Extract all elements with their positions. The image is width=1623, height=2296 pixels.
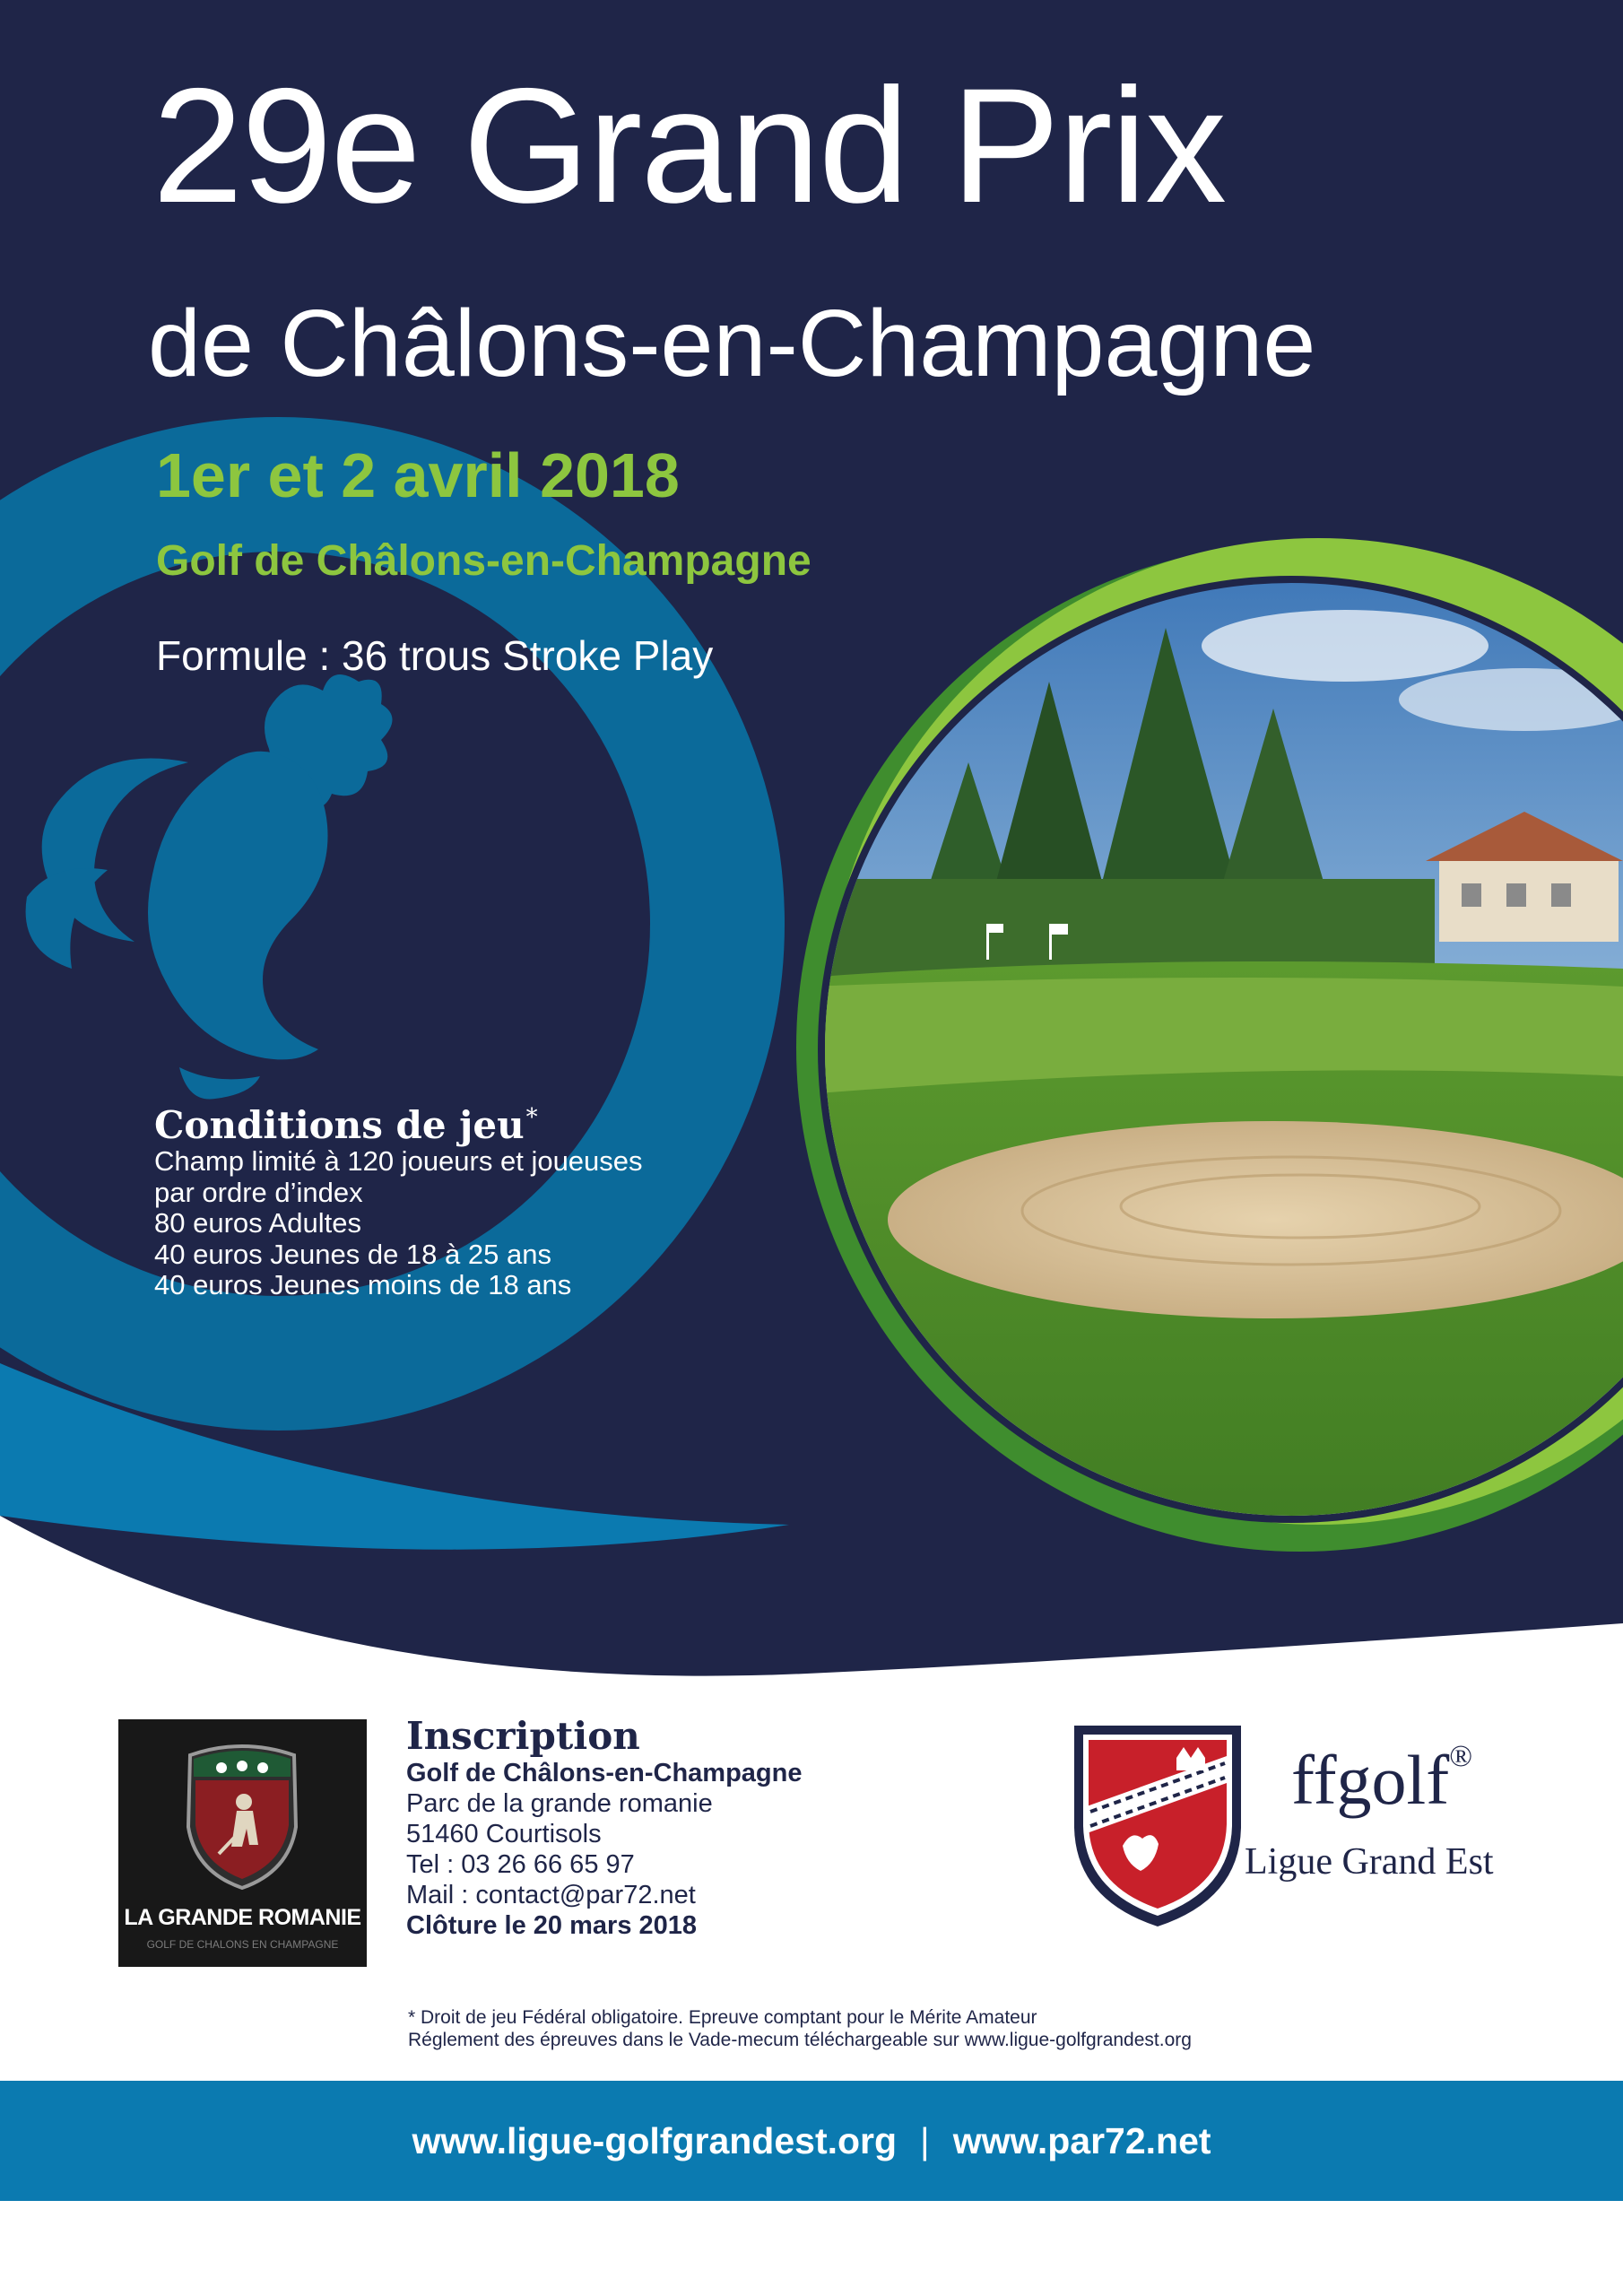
inscription-closing: Clôture le 20 mars 2018: [406, 1911, 698, 1941]
inscription-club: Golf de Châlons-en-Champagne: [406, 1759, 803, 1788]
club-logo: [118, 1719, 367, 1967]
club-logo-subtitle: GOLF DE CHALONS EN CHAMPAGNE: [146, 1938, 339, 1951]
conditions-heading: [154, 1105, 643, 1146]
conditions-block: [154, 1105, 643, 1301]
conditions-line: 40 euros Jeunes moins de 18 ans: [154, 1269, 572, 1301]
poster-subtitle: de Châlons-en-Champagne: [148, 291, 1316, 396]
inscription-heading: Inscription: [406, 1714, 640, 1758]
event-formula: Formule : 36 trous Stroke Play: [156, 632, 714, 679]
ffgolf-name: [1291, 1740, 1473, 1819]
footer-link-ligue[interactable]: www.ligue-golfgrandest.org: [412, 2120, 898, 2161]
conditions-heading-mark: *: [525, 1104, 538, 1131]
footer-links: [0, 2081, 1623, 2201]
footnote-line1: * Droit de jeu Fédéral obligatoire. Epreuve comptant pour le Mérite Amateur: [408, 2007, 1037, 2028]
footnote-line2: Réglement des épreuves dans le Vade-mecum téléchargeable sur www.ligue-golfgrandest.org: [408, 2030, 1192, 2050]
poster-title: 29e Grand Prix: [152, 54, 1226, 237]
inscription-address2: 51460 Courtisols: [406, 1820, 602, 1849]
conditions-heading-text: Conditions de jeu: [154, 1103, 525, 1147]
inscription-block: [406, 1715, 802, 1941]
conditions-line: Champ limité à 120 joueurs et joueuses: [154, 1145, 643, 1178]
golfer-shield-icon: [118, 1719, 367, 1899]
inscription-address1: Parc de la grande romanie: [406, 1789, 713, 1819]
footnote: [408, 2006, 1192, 2051]
footer-link-par72[interactable]: www.par72.net: [952, 2120, 1211, 2161]
conditions-line: par ordre d’index: [154, 1176, 363, 1208]
conditions-line: 40 euros Jeunes de 18 à 25 ans: [154, 1238, 551, 1270]
event-venue: Golf de Châlons-en-Champagne: [156, 537, 812, 585]
footer-bar: [0, 2081, 1623, 2201]
inscription-mail: Mail : contact@par72.net: [406, 1881, 696, 1910]
ffgolf-registered-mark: ®: [1449, 1740, 1473, 1773]
club-logo-name: LA GRANDE ROMANIE: [124, 1905, 361, 1930]
ffgolf-name-text: ffgolf: [1291, 1741, 1450, 1819]
ffgolf-league: Ligue Grand Est: [1245, 1841, 1494, 1883]
conditions-line: 80 euros Adultes: [154, 1207, 361, 1239]
inscription-phone: Tel : 03 26 66 65 97: [406, 1850, 635, 1880]
event-dates: 1er et 2 avril 2018: [156, 440, 680, 510]
grand-est-shield-icon: [1069, 1720, 1246, 1931]
footer-separator: |: [920, 2120, 930, 2161]
